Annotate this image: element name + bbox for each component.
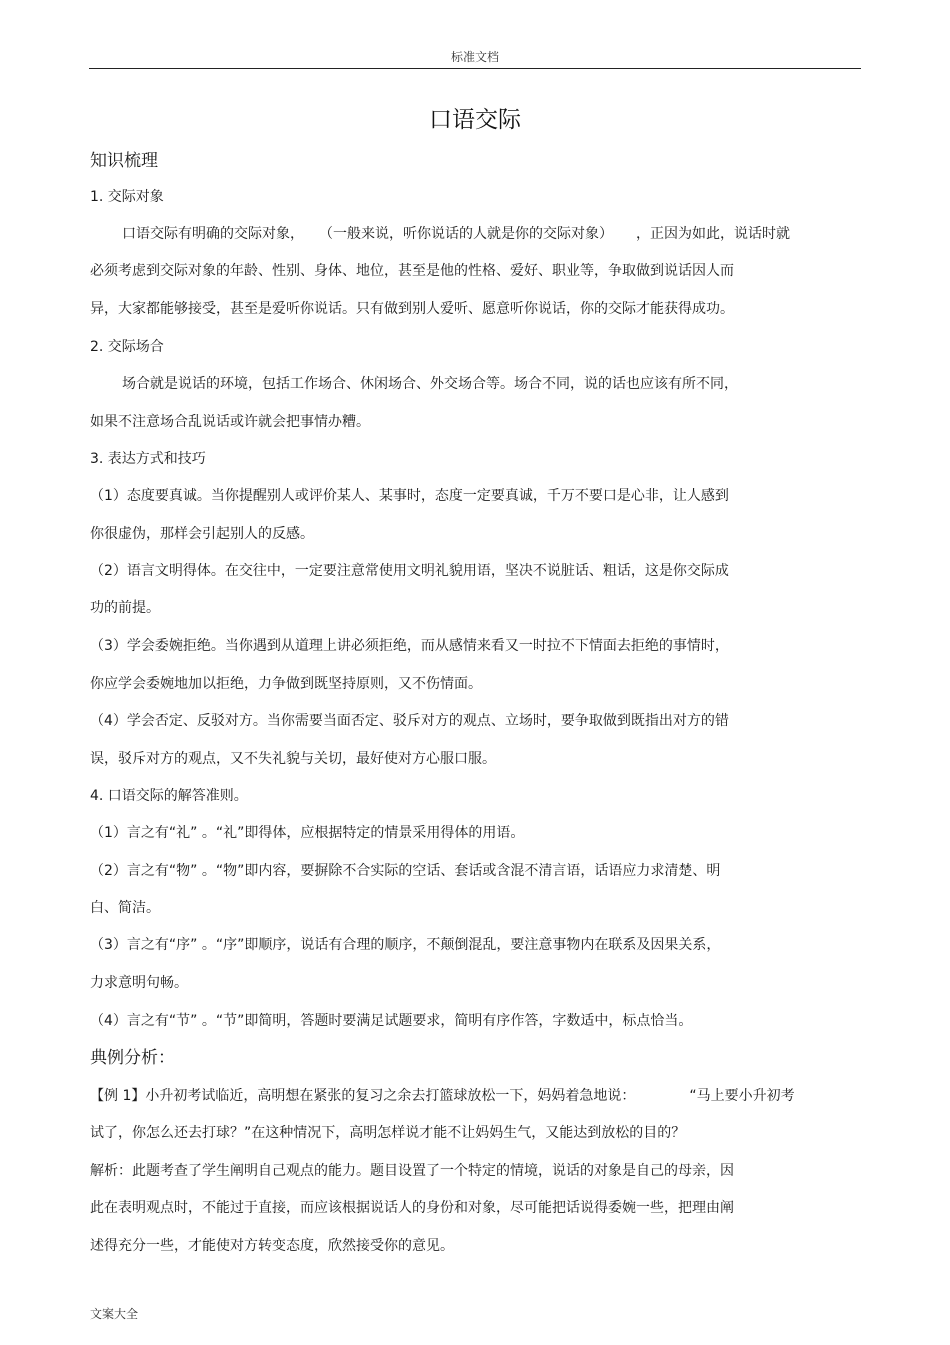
list-item-line: （4）言之有“节” 。“节”即简明，答题时要满足试题要求，简明有序作答，字数适中，标点恰当。 [90,1013,693,1029]
text-run: 口语交际有明确的交际对象， [122,226,304,242]
list-item-line: 功的前提。 [90,600,160,616]
text-run: “马上要小升初考 [689,1088,795,1104]
list-item-line: 力求意明句畅。 [90,975,188,991]
example-line [90,1087,795,1105]
list-item-line: （4）学会否定、反驳对方。当你需要当面否定、驳斥对方的观点、立场时，要争取做到既指出对方的错 [90,713,729,729]
paragraph-line [122,225,790,243]
list-item-line: 白、简洁。 [90,900,160,916]
text-run: （一般来说，听你说话的人就是你的交际对象） [326,226,606,242]
analysis-line: 述得充分一些，才能使对方转变态度，欣然接受你的意见。 [90,1238,454,1254]
text-run: 【例 1】小升初考试临近，高明想在紧张的复习之余去打篮球放松一下，妈妈着急地说： [90,1088,636,1104]
section-heading-1: 1. 交际对象 [90,189,164,205]
analysis-line: 解析：此题考查了学生阐明自己观点的能力。题目设置了一个特定的情境，说话的对象是自己的母亲，因 [90,1163,734,1179]
page-header: 标准文档 [450,50,499,64]
list-item-line: 你很虚伪，那样会引起别人的反感。 [90,526,314,542]
list-item-line: （1）言之有“礼” 。“礼”即得体，应根据特定的情景采用得体的用语。 [90,825,525,841]
example-line: 试了，你怎么还去打球？”在这种情况下，高明怎样说才能不让妈妈生气，又能达到放松的目的？ [90,1125,686,1141]
section-heading-example: 典例分析： [90,1048,175,1068]
section-heading-knowledge: 知识梳理 [90,151,158,171]
section-heading-4: 4. 口语交际的解答准则。 [90,788,248,804]
paragraph-line: 必须考虑到交际对象的年龄、性别、身体、地位，甚至是他的性格、爱好、职业等，争取做到说话因人而 [90,263,734,279]
paragraph-line: 场合就是说话的环境，包括工作场合、休闲场合、外交场合等。场合不同，说的话也应该有所不同， [122,376,738,392]
list-item-line: （2）言之有“物” 。“物”即内容，要摒除不合实际的空话、套话或含混不清言语，话语应力求清楚、明 [90,863,721,879]
list-item-line: （1）态度要真诚。当你提醒别人或评价某人、某事时，态度一定要真诚，千万不要口是心非，让人感到 [90,488,729,504]
document-title: 口语交际 [429,107,521,133]
paragraph-line: 异，大家都能够接受，甚至是爱听你说话。只有做到别人爱听、愿意听你说话，你的交际才能获得成功。 [90,301,734,317]
list-item-line: （2）语言文明得体。在交往中，一定要注意常使用文明礼貌用语，坚决不说脏话、粗话，这是你交际成 [90,563,729,579]
list-item-line: （3）言之有“序” 。“序”即顺序，说话有合理的顺序，不颠倒混乱，要注意事物内在联系及因果关系， [90,937,721,953]
header-divider [89,68,861,69]
section-heading-3: 3. 表达方式和技巧 [90,451,206,467]
page-footer: 文案大全 [90,1307,139,1321]
list-item-line: 误，驳斥对方的观点，又不失礼貌与关切，最好使对方心服口服。 [90,751,496,767]
text-run: ，正因为如此，说话时就 [636,226,790,242]
section-heading-2: 2. 交际场合 [90,339,164,355]
list-item-line: （3）学会委婉拒绝。当你遇到从道理上讲必须拒绝，而从感情来看又一时拉不下情面去拒绝的事情时， [90,638,729,654]
analysis-line: 此在表明观点时，不能过于直接，而应该根据说话人的身份和对象，尽可能把话说得委婉一些，把理由阐 [90,1200,734,1216]
paragraph-line: 如果不注意场合乱说话或许就会把事情办糟。 [90,414,370,430]
list-item-line: 你应学会委婉地加以拒绝，力争做到既坚持原则，又不伤情面。 [90,676,482,692]
